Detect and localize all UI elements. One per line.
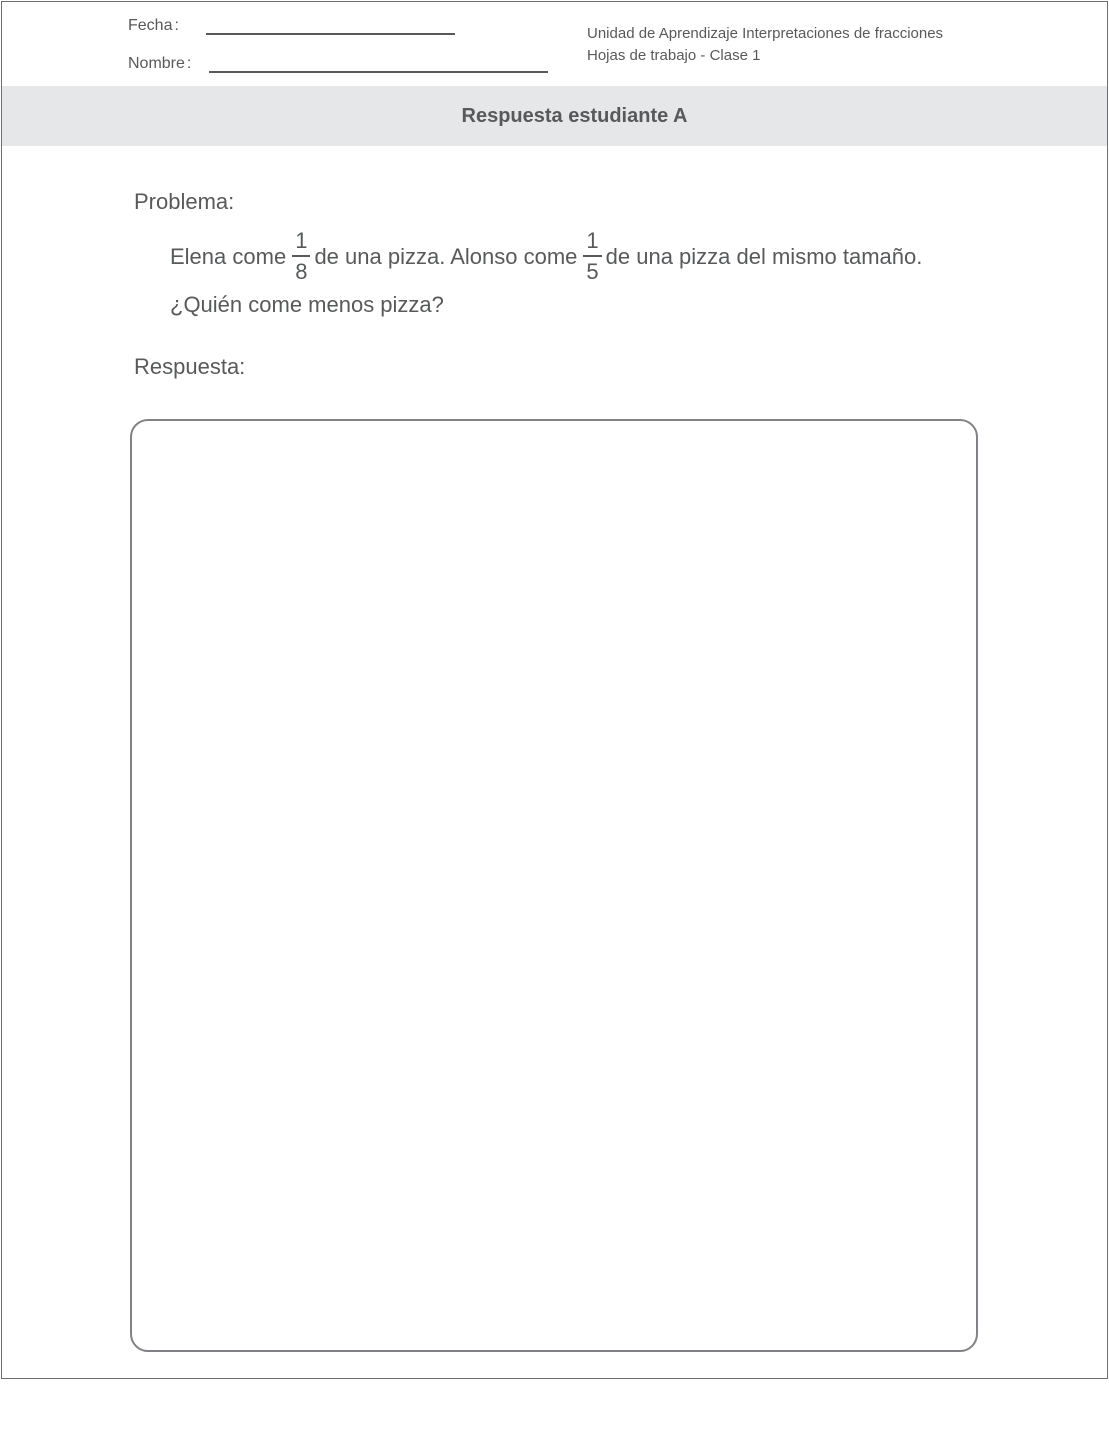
problem-statement [170,230,922,283]
name-label-colon: : [186,55,192,72]
band-title: Respuesta estudiante A [461,104,688,127]
problem-question: ¿Quién come menos pizza? [170,292,444,317]
date-label-colon: : [174,17,179,34]
fraction-denominator: 5 [586,259,599,284]
problem-label: Problema: [134,189,235,214]
problem-text-3: de una pizza del mismo tamaño. [605,243,923,269]
problem-text-2: de una pizza. Alonso come [314,243,578,269]
fraction-numerator: 1 [292,230,310,257]
unit-title: Unidad de Aprendizaje Interpretaciones de fracciones [587,25,944,42]
worksheet-page [1,1,1108,1379]
problem-text-1: Elena come [170,243,287,269]
fraction-numerator: 1 [583,230,601,257]
answer-label: Respuesta: [134,354,246,379]
worksheet-subtitle: Hojas de trabajo - Clase 1 [587,47,761,64]
answer-box[interactable] [130,419,978,1352]
date-label-text: Fecha [128,17,173,34]
name-label-text: Nombre [128,55,185,72]
name-field[interactable] [209,71,548,73]
fraction-one-eighth [292,230,310,283]
fraction-denominator: 8 [295,259,308,284]
title-band [2,86,1107,146]
name-label [128,55,191,73]
fraction-one-fifth [583,230,601,283]
date-label [128,17,179,35]
date-field[interactable] [206,33,455,35]
